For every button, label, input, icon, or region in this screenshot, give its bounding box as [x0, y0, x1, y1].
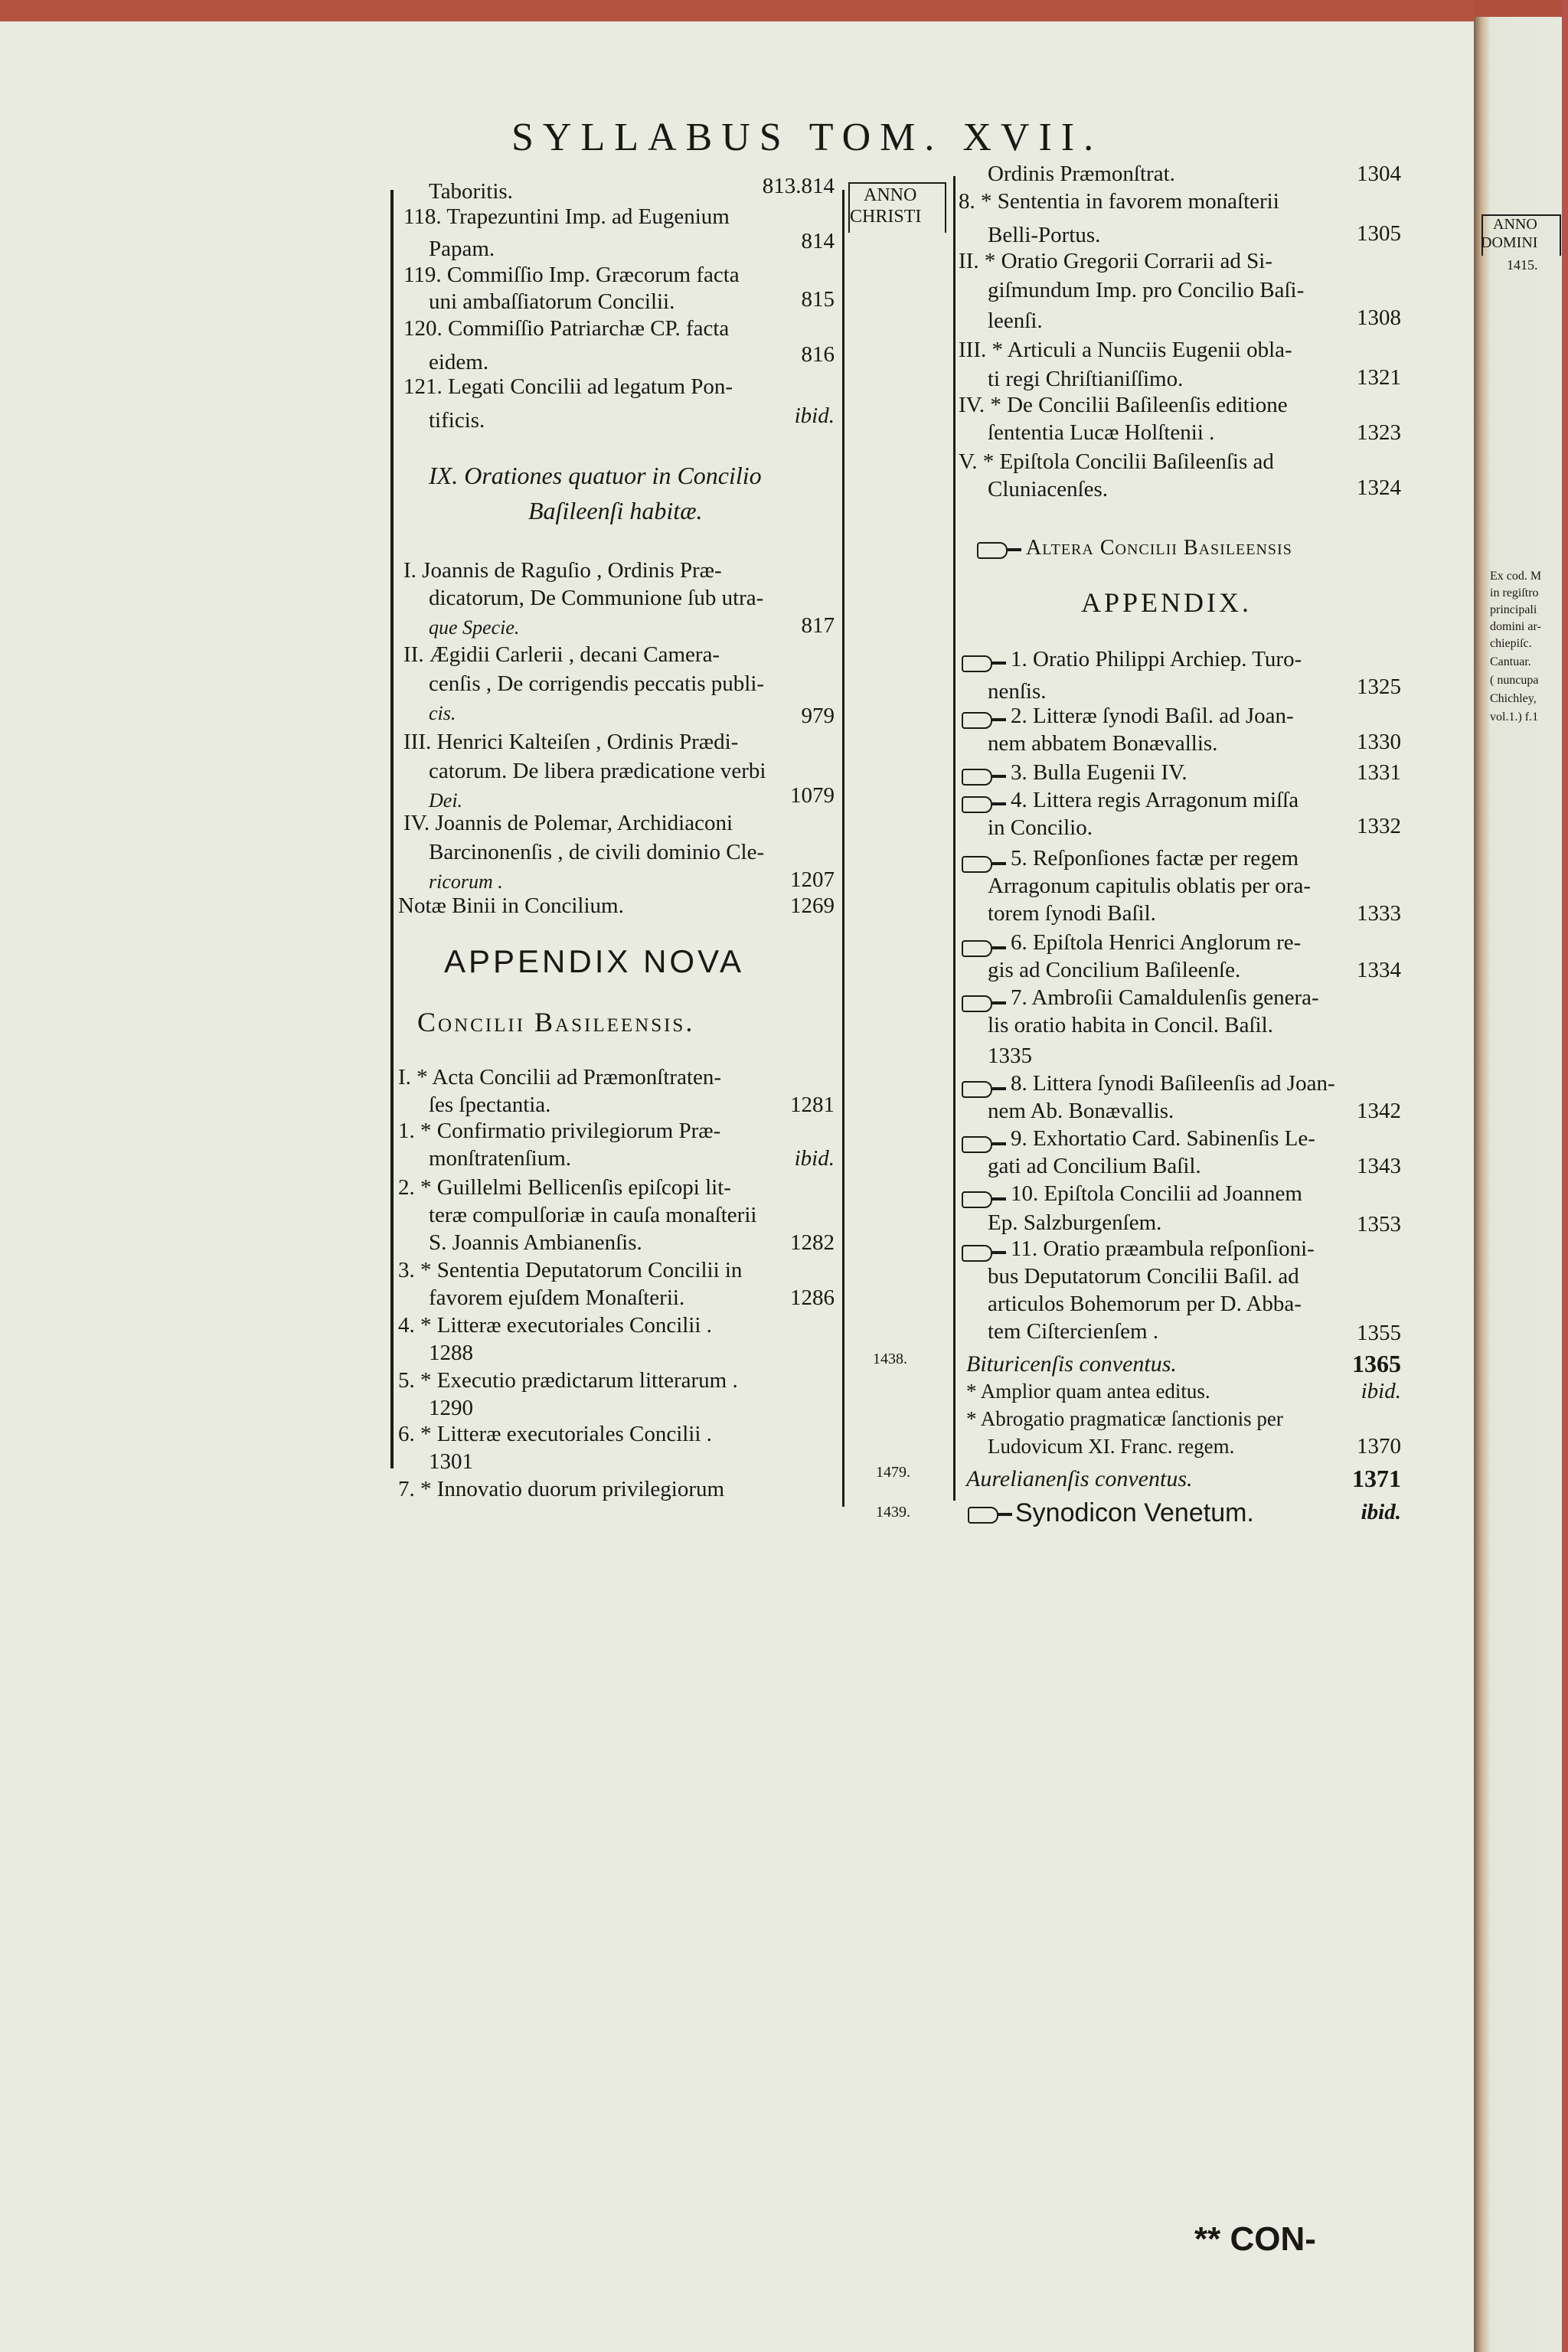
margin-note-line: principali — [1490, 603, 1537, 616]
altera-heading: Altera Concilii Basileensis — [1026, 536, 1292, 560]
appendix-item-11-l4: tem Ciſtercienſem . — [988, 1319, 1159, 1344]
anno-domini-label-line2: DOMINI — [1481, 234, 1538, 251]
appendix-heading: APPENDIX. — [1081, 587, 1253, 618]
page-ref: ibid. — [794, 1146, 835, 1171]
entry-120: 120. Commiſſio Patriarchæ CP. facta — [403, 316, 730, 341]
margin-note-line: Ex cod. M — [1490, 570, 1542, 583]
appendix-item-5-l3: torem ſynodi Baſil. — [988, 901, 1156, 926]
appendix-nova-subtitle: Concilii Basileensis. — [417, 1007, 695, 1037]
section-ix-heading: IX. Orationes quatuor in Concilio — [429, 462, 762, 489]
entry-8-cont: Belli-Portus. — [988, 223, 1101, 247]
manicule-icon — [962, 1245, 992, 1262]
page-ref: 1333 — [1357, 901, 1401, 926]
page-ref: 1323 — [1357, 420, 1401, 445]
nova-item-4: 4. * Litteræ executoriales Concilii . — [398, 1313, 712, 1338]
entry-notae: Notæ Binii in Concilium. — [398, 893, 624, 918]
anno-domini-year: 1415. — [1507, 257, 1538, 273]
page-ref: 1304 — [1357, 162, 1401, 186]
appendix-item-3: 3. Bulla Eugenii IV. — [1011, 760, 1187, 785]
page-ref: 814 — [801, 229, 835, 253]
nova-item-6-l2: 1301 — [429, 1449, 473, 1474]
page-ref: 1371 — [1352, 1465, 1401, 1492]
entry-taboritis: Taboritis. — [429, 179, 513, 204]
appendix-item-10-l2: Ep. Salzburgenſem. — [988, 1210, 1162, 1235]
page-ref: 1365 — [1352, 1350, 1401, 1377]
manicule-icon — [977, 542, 1008, 559]
entry-118: 118. Trapezuntini Imp. ad Eugenium — [403, 204, 730, 229]
margin-year: 1479. — [876, 1464, 910, 1481]
appendix-item-2-l2: nem abbatem Bonævallis. — [988, 731, 1218, 756]
oratio-1: I. Joannis de Raguſio , Ordinis Præ- — [403, 558, 722, 583]
oratio-4: IV. Joannis de Polemar, Archidiaconi — [403, 811, 733, 835]
appendix-item-7-l3: 1335 — [988, 1044, 1032, 1068]
entry-118-cont: Papam. — [429, 237, 495, 261]
margin-note-line: ( nuncupa — [1490, 674, 1539, 687]
manicule-icon — [962, 1136, 992, 1153]
page-ref: 1342 — [1357, 1099, 1401, 1123]
appendix-item-10: 10. Epiſtola Concilii ad Joannem — [1011, 1181, 1302, 1206]
page-ref: 1269 — [790, 893, 835, 918]
appendix-item-7: 7. Ambroſii Camaldulenſis genera- — [1011, 985, 1319, 1010]
oratio-3-l2: catorum. De libera prædicatione verbi — [429, 759, 766, 783]
margin-note-line: Chichley, — [1490, 692, 1537, 705]
manicule-icon — [962, 995, 992, 1012]
appendix-item-1: 1. Oratio Philippi Archiep. Turo- — [1011, 647, 1302, 671]
appendix-item-5: 5. Reſponſiones factæ per regem — [1011, 846, 1299, 871]
entry-V: V. * Epiſtola Concilii Baſileenſis ad — [959, 449, 1274, 474]
manicule-icon — [962, 1081, 992, 1098]
page-ref: ibid. — [794, 403, 835, 428]
appendix-item-9: 9. Exhortatio Card. Sabinenſis Le- — [1011, 1126, 1315, 1151]
nova-item-2-l2: teræ compulſoriæ in cauſa monaſterii — [429, 1203, 757, 1227]
left-column-rule-right — [842, 190, 844, 1507]
page-ref: 1321 — [1357, 365, 1401, 390]
page-top-edge — [0, 0, 1474, 21]
page-ref: 1079 — [790, 783, 835, 808]
adjacent-page-edge — [1562, 0, 1568, 2352]
margin-year: 1438. — [873, 1351, 907, 1367]
appendix-item-6: 6. Epiſtola Henrici Anglorum re- — [1011, 930, 1302, 955]
appendix-item-7-l2: lis oratio habita in Concil. Baſil. — [988, 1013, 1273, 1037]
oratio-4-l3: ricorum . — [429, 871, 503, 893]
nova-item-5: 5. * Executio prædictarum litterarum . — [398, 1368, 738, 1393]
page-ref: 1308 — [1357, 305, 1401, 330]
section-ix-heading-line2: Baſileenſi habitæ. — [528, 497, 703, 524]
entry-II-cont: giſmundum Imp. pro Concilio Baſi- — [988, 278, 1305, 302]
oratio-1-l3: que Specie. — [429, 616, 520, 639]
nova-item-3-l2: favorem ejuſdem Monaſterii. — [429, 1285, 685, 1310]
page-ref: 1324 — [1357, 475, 1401, 500]
appendix-item-4-l2: in Concilio. — [988, 815, 1093, 840]
nova-item-5-l2: 1290 — [429, 1396, 473, 1420]
page-ref: ibid. — [1361, 1500, 1401, 1524]
gutter-top-edge — [1474, 0, 1568, 17]
page-ref: 1343 — [1357, 1154, 1401, 1178]
appendix-item-2: 2. Litteræ ſynodi Baſil. ad Joan- — [1011, 704, 1294, 728]
manicule-icon — [962, 655, 992, 672]
page-ref: 1325 — [1357, 675, 1401, 699]
oratio-2: II. Ægidii Carlerii , decani Camera- — [403, 642, 720, 667]
entry-abrogatio: * Abrogatio pragmaticæ ſanctionis per — [966, 1407, 1283, 1430]
page-ref: 1370 — [1357, 1434, 1401, 1459]
page-ref: 1331 — [1357, 760, 1401, 785]
right-column-rule-left — [953, 176, 956, 1501]
page-ref: 813.814 — [762, 174, 835, 198]
nova-item-1: 1. * Confirmatio privilegiorum Præ- — [398, 1119, 721, 1143]
appendix-item-8: 8. Littera ſynodi Baſileenſis ad Joan- — [1011, 1071, 1335, 1096]
manicule-icon — [962, 796, 992, 813]
page-title: SYLLABUS TOM. XVII. — [511, 116, 1103, 159]
entry-121: 121. Legati Concilii ad legatum Pon- — [403, 374, 733, 399]
page-ref: 1281 — [790, 1093, 835, 1117]
nova-item-4-l2: 1288 — [429, 1341, 473, 1365]
oratio-1-l2: dicatorum, De Communione ſub utra- — [429, 586, 764, 610]
page-ref: 816 — [801, 342, 835, 367]
page-ref: 1334 — [1357, 958, 1401, 982]
page-ref: 815 — [801, 287, 835, 312]
appendix-item-4: 4. Littera regis Arragonum miſſa — [1011, 788, 1299, 812]
appendix-item-9-l2: gati ad Concilium Baſil. — [988, 1154, 1201, 1178]
manicule-icon — [962, 940, 992, 957]
manicule-icon — [962, 769, 992, 786]
margin-note-line: in regiſtro — [1490, 586, 1539, 599]
entry-8: 8. * Sententia in favorem monaſterii — [959, 189, 1279, 214]
catchword: ** CON- — [1194, 2220, 1316, 2258]
entry-II: II. * Oratio Gregorii Corrarii ad Si- — [959, 249, 1272, 273]
oratio-3-l3: Dei. — [429, 789, 463, 812]
appendix-item-8-l2: nem Ab. Bonævallis. — [988, 1099, 1174, 1123]
nova-item-6: 6. * Litteræ executoriales Concilii . — [398, 1422, 712, 1446]
appendix-item-11: 11. Oratio præambula reſponſioni- — [1011, 1236, 1315, 1261]
entry-IV: IV. * De Concilii Baſileenſis editione — [959, 393, 1288, 417]
left-column-rule-left — [390, 190, 394, 1468]
manicule-icon — [962, 856, 992, 873]
entry-121-cont: tificis. — [429, 408, 485, 433]
margin-note-line: vol.1.) f.1 — [1490, 710, 1539, 724]
page-ref: 1355 — [1357, 1321, 1401, 1345]
nova-item-I-l2: ſes ſpectantia. — [429, 1093, 551, 1117]
entry-aurelianensis: Aurelianenſis conventus. — [966, 1466, 1193, 1491]
page-ref: 1282 — [790, 1230, 835, 1255]
margin-note-line: Cantuar. — [1490, 655, 1531, 668]
entry-II-cont2: leenſi. — [988, 309, 1043, 333]
nova-item-1-l2: monſtratenſium. — [429, 1146, 572, 1171]
entry-ordinis: Ordinis Præmonſtrat. — [988, 162, 1175, 186]
page-ref: 1305 — [1357, 221, 1401, 246]
page-ref: 817 — [801, 613, 835, 638]
entry-amplior: * Amplior quam antea editus. — [966, 1380, 1210, 1403]
book-gutter — [1474, 0, 1568, 2352]
page-ref: 1207 — [790, 867, 835, 892]
appendix-item-1-l2: nenſis. — [988, 679, 1047, 704]
appendix-item-5-l2: Arragonum capitulis oblatis per ora- — [988, 874, 1311, 898]
oratio-2-l2: cenſis , De corrigendis peccatis publi- — [429, 671, 765, 696]
appendix-nova-title: APPENDIX NOVA — [444, 943, 744, 979]
appendix-item-6-l2: gis ad Concilium Baſileenſe. — [988, 958, 1241, 982]
entry-bituricensis: Bituricenſis conventus. — [966, 1351, 1177, 1377]
page-ref: 979 — [801, 704, 835, 728]
manicule-icon — [962, 712, 992, 729]
entry-III: III. * Articuli a Nunciis Eugenii obla- — [959, 338, 1292, 362]
oratio-4-l2: Barcinonenſis , de civili dominio Cle- — [429, 840, 765, 864]
entry-IV-cont: ſententia Lucæ Holſtenii . — [988, 420, 1215, 445]
nova-item-7: 7. * Innovatio duorum privilegiorum — [398, 1477, 725, 1501]
appendix-item-11-l3: articulos Bohemorum per D. Abba- — [988, 1292, 1302, 1316]
appendix-item-11-l2: bus Deputatorum Concilii Baſil. ad — [988, 1264, 1299, 1289]
page-ref: 1332 — [1357, 814, 1401, 838]
nova-item-2: 2. * Guillelmi Bellicenſis epiſcopi lit- — [398, 1175, 731, 1200]
entry-119: 119. Commiſſio Imp. Græcorum facta — [403, 263, 740, 287]
entry-V-cont: Cluniacenſes. — [988, 477, 1109, 501]
entry-119-cont: uni ambaſſiatorum Concilii. — [429, 289, 675, 314]
manicule-icon — [962, 1191, 992, 1208]
margin-note-line: domini ar- — [1490, 620, 1541, 633]
margin-year: 1439. — [876, 1504, 910, 1521]
anno-christi-label-line2: CHRISTI — [850, 207, 922, 227]
nova-item-I: I. * Acta Concilii ad Præmonſtraten- — [398, 1065, 722, 1089]
page-ref: 1286 — [790, 1285, 835, 1310]
entry-abrogatio-l2: Ludovicum XI. Franc. regem. — [988, 1435, 1235, 1458]
page-ref: 1330 — [1357, 730, 1401, 754]
entry-120-cont: eidem. — [429, 350, 489, 374]
oratio-2-l3: cis. — [429, 702, 456, 724]
anno-christi-label: ANNO — [864, 185, 917, 205]
page-ref: 1353 — [1357, 1212, 1401, 1236]
page-ref: ibid. — [1361, 1379, 1401, 1403]
nova-item-3: 3. * Sententia Deputatorum Concilii in — [398, 1258, 743, 1282]
margin-note-line: chiepiſc. — [1490, 637, 1532, 650]
entry-III-cont: ti regi Chriſtianiſſimo. — [988, 367, 1184, 391]
anno-domini-label: ANNO — [1493, 216, 1537, 233]
oratio-3: III. Henrici Kalteiſen , Ordinis Prædi- — [403, 730, 739, 754]
manicule-icon — [968, 1507, 998, 1524]
nova-item-2-l3: S. Joannis Ambianenſis. — [429, 1230, 642, 1255]
entry-synodicon: Synodicon Venetum. — [1015, 1498, 1254, 1527]
